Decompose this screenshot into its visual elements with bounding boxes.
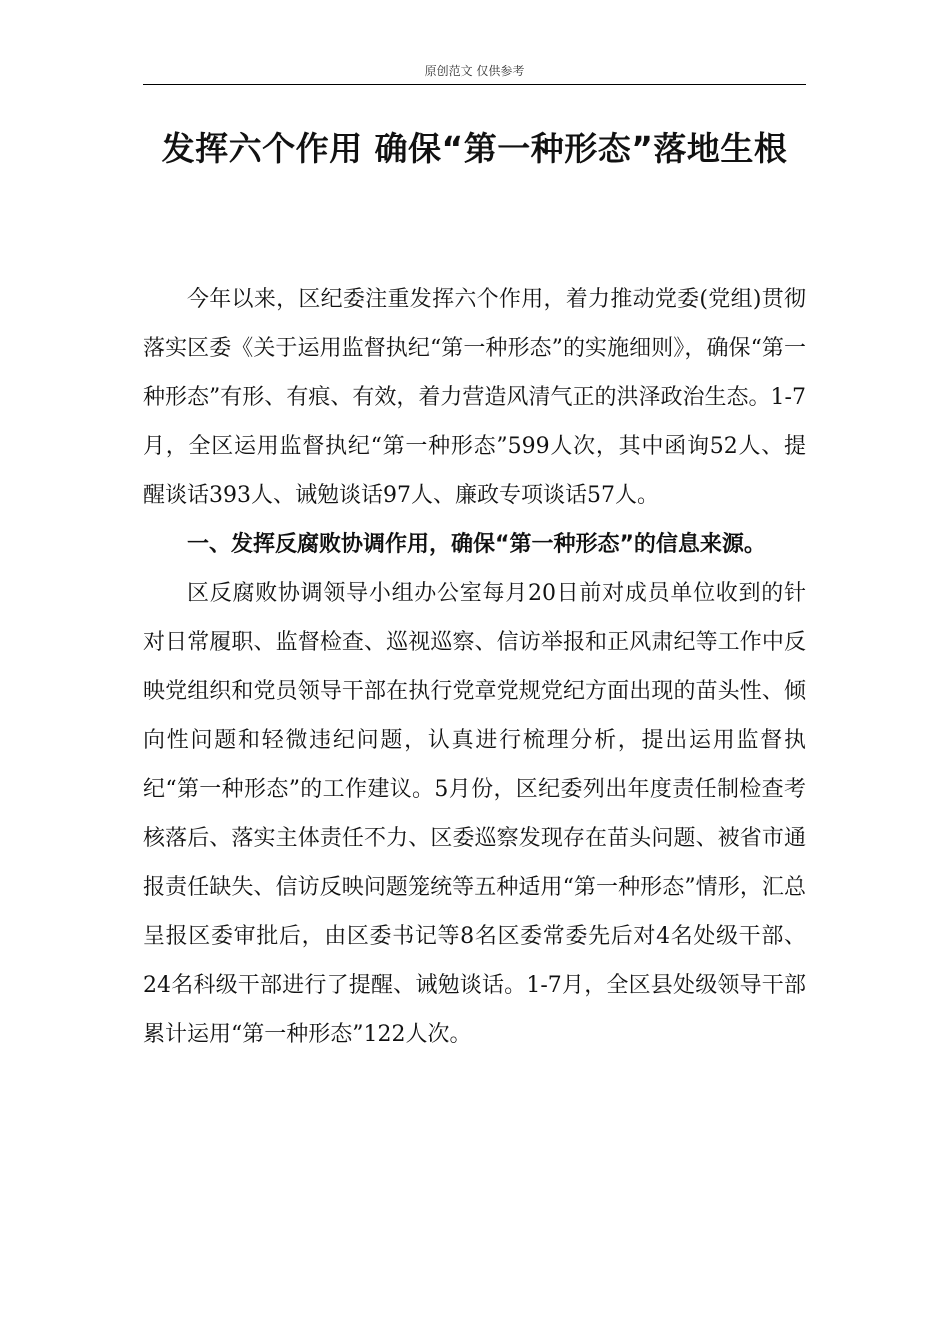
section-paragraph: 区反腐败协调领导小组办公室每月20日前对成员单位收到的针对日常履职、监督检查、巡视巡察、信访举报和正风肃纪等工作中反映党组织和党员领导干部在执行党章党规党纪方面出现的苗头性、倾向性问题和轻微违纪问题，认真进行梳理分析，提出运用监督执纪“第一种形态”的工作建议。5月份，区纪委列出年度责任制检查考核落后、落实主体责任不力、区委巡察发现存在苗头问题、被省市通报责任缺失、信访反映问题笼统等五种适用“第一种形态”情形，汇总呈报区委审批后，由区委书记等8名区委常委先后对4名处级干部、24名科级干部进行了提醒、诫勉谈话。1-7月，全区县处级领导干部累计运用“第一种形态”122人次。 bbox=[143, 581, 806, 1047]
document-body bbox=[143, 275, 806, 1059]
page-header bbox=[143, 60, 806, 85]
section-heading: 一、发挥反腐败协调作用，确保“第一种形态”的信息来源。 bbox=[187, 532, 766, 557]
header-text: 原创范文 仅供参考 bbox=[424, 64, 525, 78]
document-title: 发挥六个作用 确保“第一种形态”落地生根 bbox=[161, 129, 788, 168]
intro-paragraph: 今年以来，区纪委注重发挥六个作用，着力推动党委(党组)贯彻落实区委《关于运用监督执纪“第一种形态”的实施细则》，确保“第一种形态”有形、有痕、有效，着力营造风清气正的洪泽政治生态。1-7月，全区运用监督执纪“第一种形态”599人次，其中函询52人、提醒谈话393人、诫勉谈话97人、廉政专项谈话57人。 bbox=[143, 287, 806, 508]
